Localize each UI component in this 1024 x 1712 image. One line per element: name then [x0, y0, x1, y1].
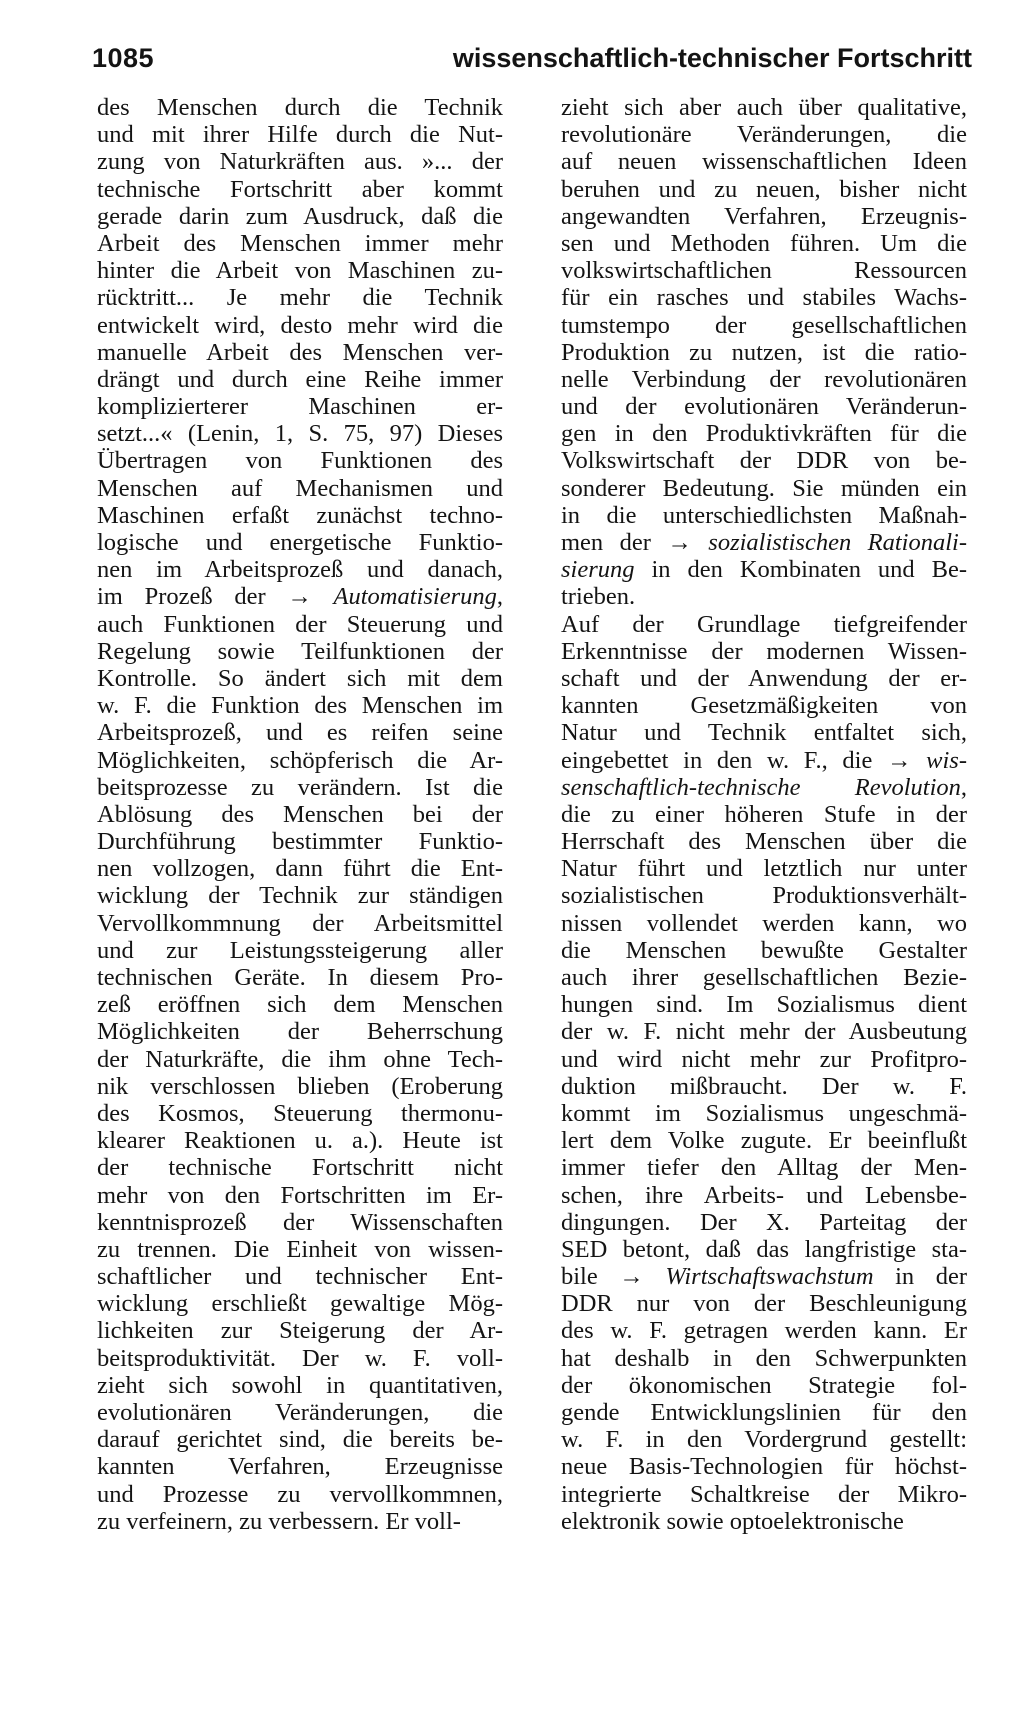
text-line: DDR nur von der Beschleunigung — [561, 1290, 967, 1318]
text-line: beitsprozesse zu verändern. Ist die — [97, 773, 503, 801]
text-line: die Menschen bewußte Gestalter — [561, 936, 967, 964]
text-line: hinter die Arbeit von Maschinen zu- — [97, 257, 503, 285]
text-line: der ökonomischen Strategie fol- — [561, 1371, 967, 1399]
text-line: Arbeit des Menschen immer mehr — [97, 229, 503, 257]
text-line: nik verschlossen blieben (Eroberung — [97, 1072, 503, 1100]
text-line: im Prozeß der → Automatisierung, — [97, 583, 503, 611]
text-line: kenntnisprozeß der Wissenschaften — [97, 1208, 503, 1236]
text-line: Regelung sowie Teilfunktionen der — [97, 637, 503, 665]
text-line: nen im Arbeitsprozeß und danach, — [97, 556, 503, 584]
text-line: nen vollzogen, dann führt die Ent- — [97, 855, 503, 883]
text-line: darauf gerichtet sind, die bereits be- — [97, 1426, 503, 1454]
text-line: men der → sozialistischen Rationali- — [561, 529, 967, 556]
text-line: eingebettet in den w. F., die → wis- — [561, 746, 967, 774]
text-line: zeß eröffnen sich dem Menschen — [97, 991, 503, 1019]
text-line: SED betont, daß das langfristige sta- — [561, 1235, 967, 1263]
text-line: Natur führt und letztlich nur unter — [561, 855, 967, 883]
text-line: hungen sind. Im Sozialismus dient — [561, 991, 967, 1019]
text-line: lert dem Volke zugute. Er beeinflußt — [561, 1127, 967, 1155]
text-line: und Prozesse zu vervollkommnen, — [97, 1480, 503, 1508]
text-line: Herrschaft des Menschen über die — [561, 828, 967, 856]
text-line: zieht sich sowohl in quantitativen, — [97, 1371, 503, 1399]
text-line: gen in den Produktivkräften für die — [561, 420, 967, 448]
text-line: kommt im Sozialismus ungeschmä- — [561, 1099, 967, 1127]
text-line: Durchführung bestimmter Funktio- — [97, 828, 503, 856]
text-line: Maschinen erfaßt zunächst techno- — [97, 501, 503, 529]
text-line: und der evolutionären Veränderun- — [561, 393, 967, 421]
text-line: w. F. in den Vordergrund gestellt: — [561, 1426, 967, 1454]
text-line: schen, ihre Arbeits- und Lebensbe- — [561, 1181, 967, 1209]
text-line: drängt und durch eine Reihe immer — [97, 365, 503, 393]
text-line: duktion mißbraucht. Der w. F. — [561, 1072, 967, 1100]
text-line: und zur Leistungssteigerung aller — [97, 936, 503, 964]
text-line: Möglichkeiten der Beherrschung — [97, 1018, 503, 1046]
text-line: manuelle Arbeit des Menschen ver- — [97, 338, 503, 366]
text-line: sierung in den Kombinaten und Be- — [561, 556, 967, 584]
text-line: tumstempo der gesellschaftlichen — [561, 311, 967, 339]
text-line: evolutionären Veränderungen, die — [97, 1399, 503, 1426]
text-line: komplizierterer Maschinen er- — [97, 393, 503, 421]
text-line: Kontrolle. So ändert sich mit dem — [97, 664, 503, 692]
text-line: revolutionäre Veränderungen, die — [561, 121, 967, 149]
text-line: beitsproduktivität. Der w. F. voll- — [97, 1344, 503, 1372]
text-line: immer tiefer den Alltag der Men- — [561, 1154, 967, 1182]
text-line: gende Entwicklungslinien für den — [561, 1399, 967, 1426]
text-line: für ein rasches und stabiles Wachs- — [561, 284, 967, 312]
text-line: Volkswirtschaft der DDR von be- — [561, 447, 967, 475]
text-line: zu trennen. Die Einheit von wissen- — [97, 1235, 503, 1263]
text-line: zu verfeinern, zu verbessern. Er voll- — [97, 1507, 461, 1535]
text-line: nelle Verbindung der revolutionären — [561, 365, 967, 393]
text-line: in die unterschiedlichsten Maßnah- — [561, 501, 967, 529]
text-line: dingungen. Der X. Parteitag der — [561, 1208, 967, 1236]
text-line: senschaftlich-technische Revolution, — [561, 773, 967, 801]
page-number: 1085 — [92, 43, 155, 73]
text-line: beruhen und zu neuen, bisher nicht — [561, 175, 967, 203]
text-line: neue Basis-Technologien für höchst- — [561, 1453, 967, 1481]
text-column-right — [561, 94, 967, 1535]
text-line: schaft und der Anwendung der er- — [561, 664, 967, 692]
text-line: nissen vollendet werden kann, wo — [561, 909, 967, 937]
text-line: volkswirtschaftlichen Ressourcen — [561, 257, 967, 285]
text-line: Vervollkommnung der Arbeitsmittel — [97, 909, 503, 937]
text-line: technische Fortschritt aber kommt — [97, 175, 503, 203]
text-line: Menschen auf Mechanismen und — [97, 474, 503, 502]
text-line: integrierte Schaltkreise der Mikro- — [561, 1480, 967, 1508]
text-line: auf neuen wissenschaftlichen Ideen — [561, 148, 967, 176]
text-line: des w. F. getragen werden kann. Er — [561, 1317, 967, 1345]
text-line: Produktion zu nutzen, ist die ratio- — [561, 338, 967, 366]
text-line: auch ihrer gesellschaftlichen Bezie- — [561, 964, 967, 991]
text-line: und wird nicht mehr zur Profitpro- — [561, 1045, 967, 1073]
text-line: Arbeitsprozeß, und es reifen seine — [97, 719, 503, 747]
text-line: zieht sich aber auch über qualitative, — [561, 94, 967, 121]
text-line: des Menschen durch die Technik — [97, 94, 503, 121]
text-line: bile → Wirtschaftswachstum in der — [561, 1263, 967, 1291]
text-line: kannten Gesetzmäßigkeiten von — [561, 692, 967, 720]
text-line: rücktritt... Je mehr die Technik — [97, 284, 503, 312]
text-line: des Kosmos, Steuerung thermonu- — [97, 1099, 503, 1127]
text-line: Auf der Grundlage tiefgreifender — [561, 610, 967, 638]
text-line: gerade darin zum Ausdruck, daß die — [97, 202, 503, 230]
text-line: der w. F. nicht mehr der Ausbeutung — [561, 1018, 967, 1046]
text-line: setzt...« (Lenin, 1, S. 75, 97) Dieses — [97, 420, 503, 448]
text-line: lichkeiten zur Steigerung der Ar- — [97, 1317, 503, 1345]
text-line: und mit ihrer Hilfe durch die Nut- — [97, 121, 503, 149]
text-line: sen und Methoden führen. Um die — [561, 229, 967, 257]
text-line: Übertragen von Funktionen des — [97, 447, 503, 475]
text-line: der Naturkräfte, die ihm ohne Tech- — [97, 1045, 503, 1073]
text-column-left — [97, 94, 503, 1535]
text-line: klearer Reaktionen u. a.). Heute ist — [97, 1127, 503, 1155]
text-line: trieben. — [561, 583, 636, 611]
running-title: wissenschaftlich-technischer Fortschritt — [452, 43, 972, 73]
text-line: auch Funktionen der Steuerung und — [97, 610, 503, 638]
text-line: technischen Geräte. In diesem Pro- — [97, 964, 503, 991]
text-line: wicklung erschließt gewaltige Mög- — [97, 1290, 503, 1318]
text-line: Ablösung des Menschen bei der — [97, 800, 503, 828]
text-line: mehr von den Fortschritten im Er- — [97, 1181, 503, 1209]
text-line: zung von Naturkräften aus. »... der — [97, 148, 503, 176]
text-line: sonderer Bedeutung. Sie münden ein — [561, 474, 967, 502]
page-header — [92, 38, 972, 78]
text-line: sozialistischen Produktionsverhält- — [561, 882, 967, 910]
text-line: kannten Verfahren, Erzeugnisse — [97, 1453, 503, 1481]
text-line: Erkenntnisse der modernen Wissen- — [561, 637, 967, 665]
text-line: Natur und Technik entfaltet sich, — [561, 719, 967, 747]
text-line: Möglichkeiten, schöpferisch die Ar- — [97, 746, 503, 774]
text-line: schaftlicher und technischer Ent- — [97, 1263, 503, 1291]
text-line: die zu einer höheren Stufe in der — [561, 800, 967, 828]
text-line: w. F. die Funktion des Menschen im — [97, 692, 503, 720]
text-line: angewandten Verfahren, Erzeugnis- — [561, 202, 967, 230]
text-line: hat deshalb in den Schwerpunkten — [561, 1344, 967, 1372]
text-line: wicklung der Technik zur ständigen — [97, 882, 503, 910]
text-line: elektronik sowie optoelektronische — [561, 1507, 904, 1535]
text-line: der technische Fortschritt nicht — [97, 1154, 503, 1182]
text-line: logische und energetische Funktio- — [97, 529, 503, 556]
text-line: entwickelt wird, desto mehr wird die — [97, 311, 503, 339]
